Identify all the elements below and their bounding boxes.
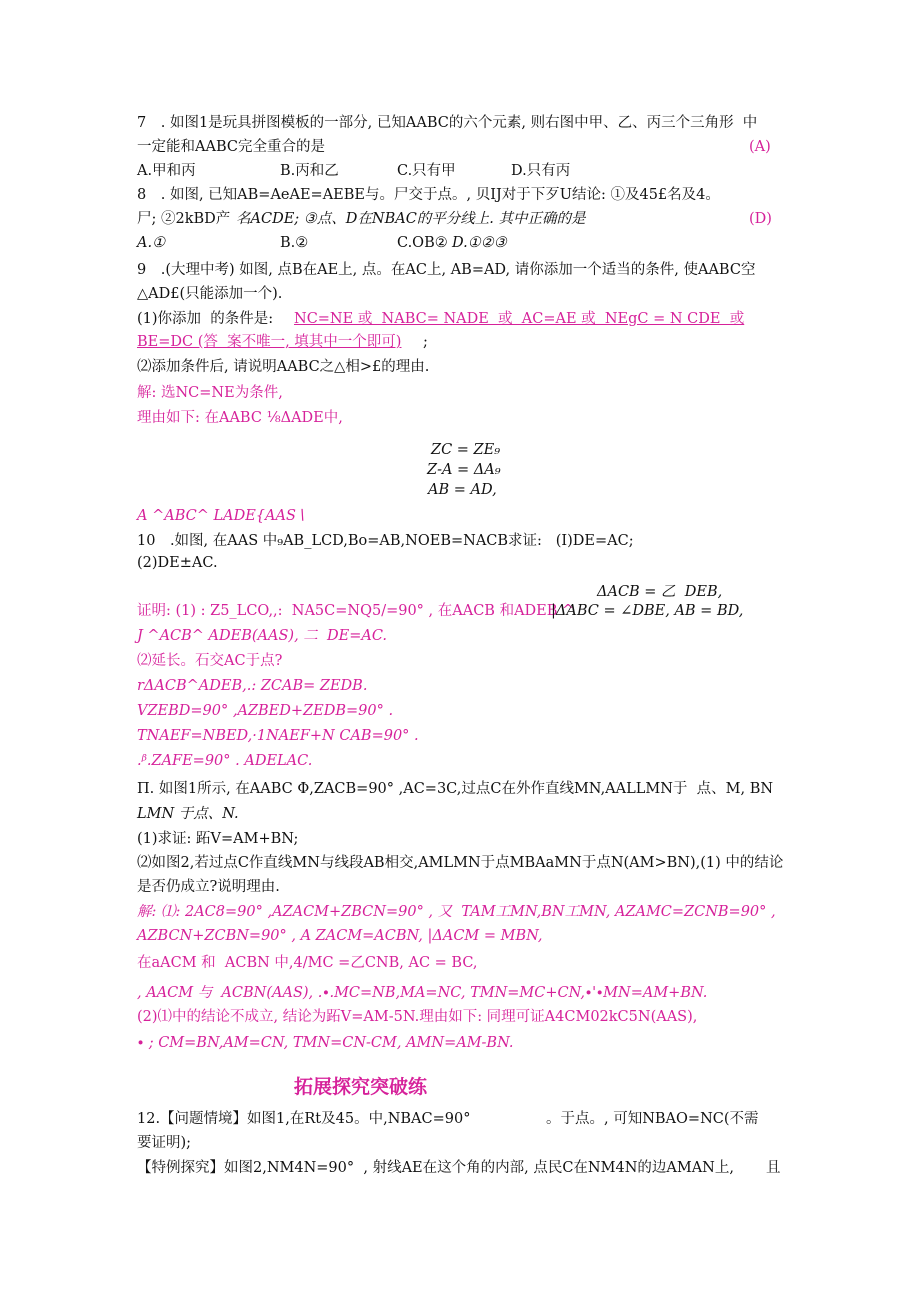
q9-equation-2: Z-A = ΔA₉: [427, 462, 501, 478]
q8-option-d: D.①②③: [452, 235, 507, 251]
q11-solution-1: 解: ⑴: 2AC8=90° ,AZACM+ZBCN=90° , 又 TAM工MN,BN工MN, AZAMC=ZCNB=90° ,: [137, 904, 776, 920]
q10-proof-5: VZEBD=90° ,AZBED+ZEDB=90° .: [137, 703, 394, 719]
q9-part1-end: ;: [423, 334, 428, 350]
q10-line2: (2)DE±AC.: [137, 555, 218, 571]
q7-option-d: D.只有丙: [511, 163, 571, 179]
q7-line2: 一定能和AABC完全重合的是: [137, 139, 325, 155]
q10-proof-4: rΔACB^ADEB,.: ZCAB= ZEDB.: [137, 678, 368, 694]
q11-line4: ⑵如图2,若过点C作直线MN与线段AB相交,AMLMN于点MBAaMN于点N(AM>BN),(1) 中的结论: [137, 855, 784, 871]
q12-line1b: 。于点。, 可知NBAO=NC(不需: [546, 1111, 759, 1127]
q9-part2: ⑵添加条件后, 请说明AABC之△相>£的理由.: [137, 359, 430, 375]
q9-equation-1: ZC = ZE₉: [431, 442, 501, 458]
q12-line3a: 【特例探究】如图2,NM4N=90° , 射线AE在这个角的内部, 点民C在NM4N的边AMAN上,: [137, 1160, 734, 1176]
q11-solution-2: AZBCN+ZCBN=90° , A ZACM=ACBN, |ΔACM = MBN,: [137, 928, 543, 944]
q10-line1: 10 .如图, 在AAS 中₉AB_LCD,Bo=AB,NOEB=NACB求证: (I)DE=AC;: [137, 533, 634, 549]
q9-solution-3: A ^ABC^ LADE{AAS∖: [137, 508, 306, 524]
q8-answer: (D): [749, 211, 772, 227]
q9-part1-answer1: NC=NE 或 NABC= NADE 或 AC=AE 或 NEgC = N CDE 或: [294, 311, 745, 327]
q10-proof-7: .ᵝ.ZAFE=90° . ADELAC.: [137, 753, 313, 769]
q9-solution-1: 解: 选NC=NE为条件,: [137, 385, 283, 401]
q8-line1: 8 . 如图, 已知AB=AeAE=AEBE与。尸交于点。, 贝IJ对于下歹U结论: ①及45£名及4。: [137, 187, 720, 203]
q9-part1-answer2: BE=DC (答 案不唯一, 填其中一个即可): [137, 334, 402, 350]
q9-line2: △AD£(只能添加一个).: [137, 286, 283, 302]
q10-proof-1b: |ΔABC = ∠DBE, AB = BD,: [551, 603, 744, 619]
q11-line1: Π. 如图1所示, 在AABC Φ,ZACB=90° ,AC=3C,过点C在外作直线MN,AALLMN于 点、M, BN: [137, 781, 774, 797]
q8-line2b: 名ACDE; ③点、D在NBAC的平分线上. 其中正确的是: [236, 211, 586, 227]
q10-equation-right: ΔACB = 乙 DEB,: [597, 584, 723, 600]
q9-equation-3: AB = AD,: [428, 482, 497, 498]
q7-option-c: C.只有甲: [397, 163, 456, 179]
q7-line1: 7 . 如图1是玩具拼图模板的一部分, 已知AABC的六个元素, 则右图中甲、乙、丙三个三角形 中: [137, 115, 758, 131]
q8-option-a: A.①: [137, 235, 166, 251]
q9-part1-label: (1)你添加 的条件是:: [137, 311, 278, 327]
q12-line1a: 12.【问题情境】如图1,在Rt及45。中,NBAC=90°: [137, 1111, 471, 1127]
q11-solution-3: 在aACM 和 ACBN 中,4/MC =乙CNB, AC = BC,: [137, 955, 478, 971]
section-heading: 拓展探究突破练: [294, 1076, 428, 1098]
q8-option-c: C.OB②: [397, 235, 448, 251]
q10-proof-1a: 证明: (1) : Z5_LCO,,: NA5C=NQ5/=90° , 在AACB 和ADEB ^: [137, 603, 579, 619]
q12-line3b: 且: [766, 1160, 781, 1176]
q9-line1: 9 .(大理中考) 如图, 点B在AE上, 点。在AC上, AB=AD, 请你添加一个适当的条件, 使AABC空: [137, 262, 756, 278]
q11-line5: 是否仍成立?说明理由.: [137, 879, 280, 895]
q8-option-b: B.②: [280, 235, 309, 251]
q10-proof-2: J ^ACB^ ADEB(AAS), 二 DE=AC.: [137, 628, 388, 644]
q7-answer: (A): [749, 139, 771, 155]
q11-solution-5: (2)⑴中的结论不成立, 结论为跖V=AM-5N.理由如下: 同理可证A4CM02kC5N(AAS),: [137, 1009, 698, 1025]
q11-line3: (1)求证: 跖V=AM+BN;: [137, 831, 299, 847]
q10-proof-3: ⑵延长。石交AC于点?: [137, 653, 283, 669]
q7-option-b: B.丙和乙: [280, 163, 339, 179]
q7-option-a: A.甲和丙: [137, 163, 196, 179]
q10-proof-6: TNAEF=NBED,·1NAEF+N CAB=90° .: [137, 728, 419, 744]
q11-line2: LMN 于点、N.: [137, 806, 239, 822]
q9-solution-2: 理由如下: 在AABC ⅛ΔADE中,: [137, 410, 343, 426]
q8-line2a: 尸; ②2kBD产: [137, 211, 231, 227]
q11-solution-4: , AACM 与 ACBN(AAS), .∙.MC=NB,MA=NC, TMN=MC+CN,∙'∙MN=AM+BN.: [137, 985, 708, 1001]
q12-line2: 要证明);: [137, 1135, 192, 1151]
q11-solution-6: ∙ ; CM=BN,AM=CN, TMN=CN-CM, AMN=AM-BN.: [137, 1035, 514, 1051]
